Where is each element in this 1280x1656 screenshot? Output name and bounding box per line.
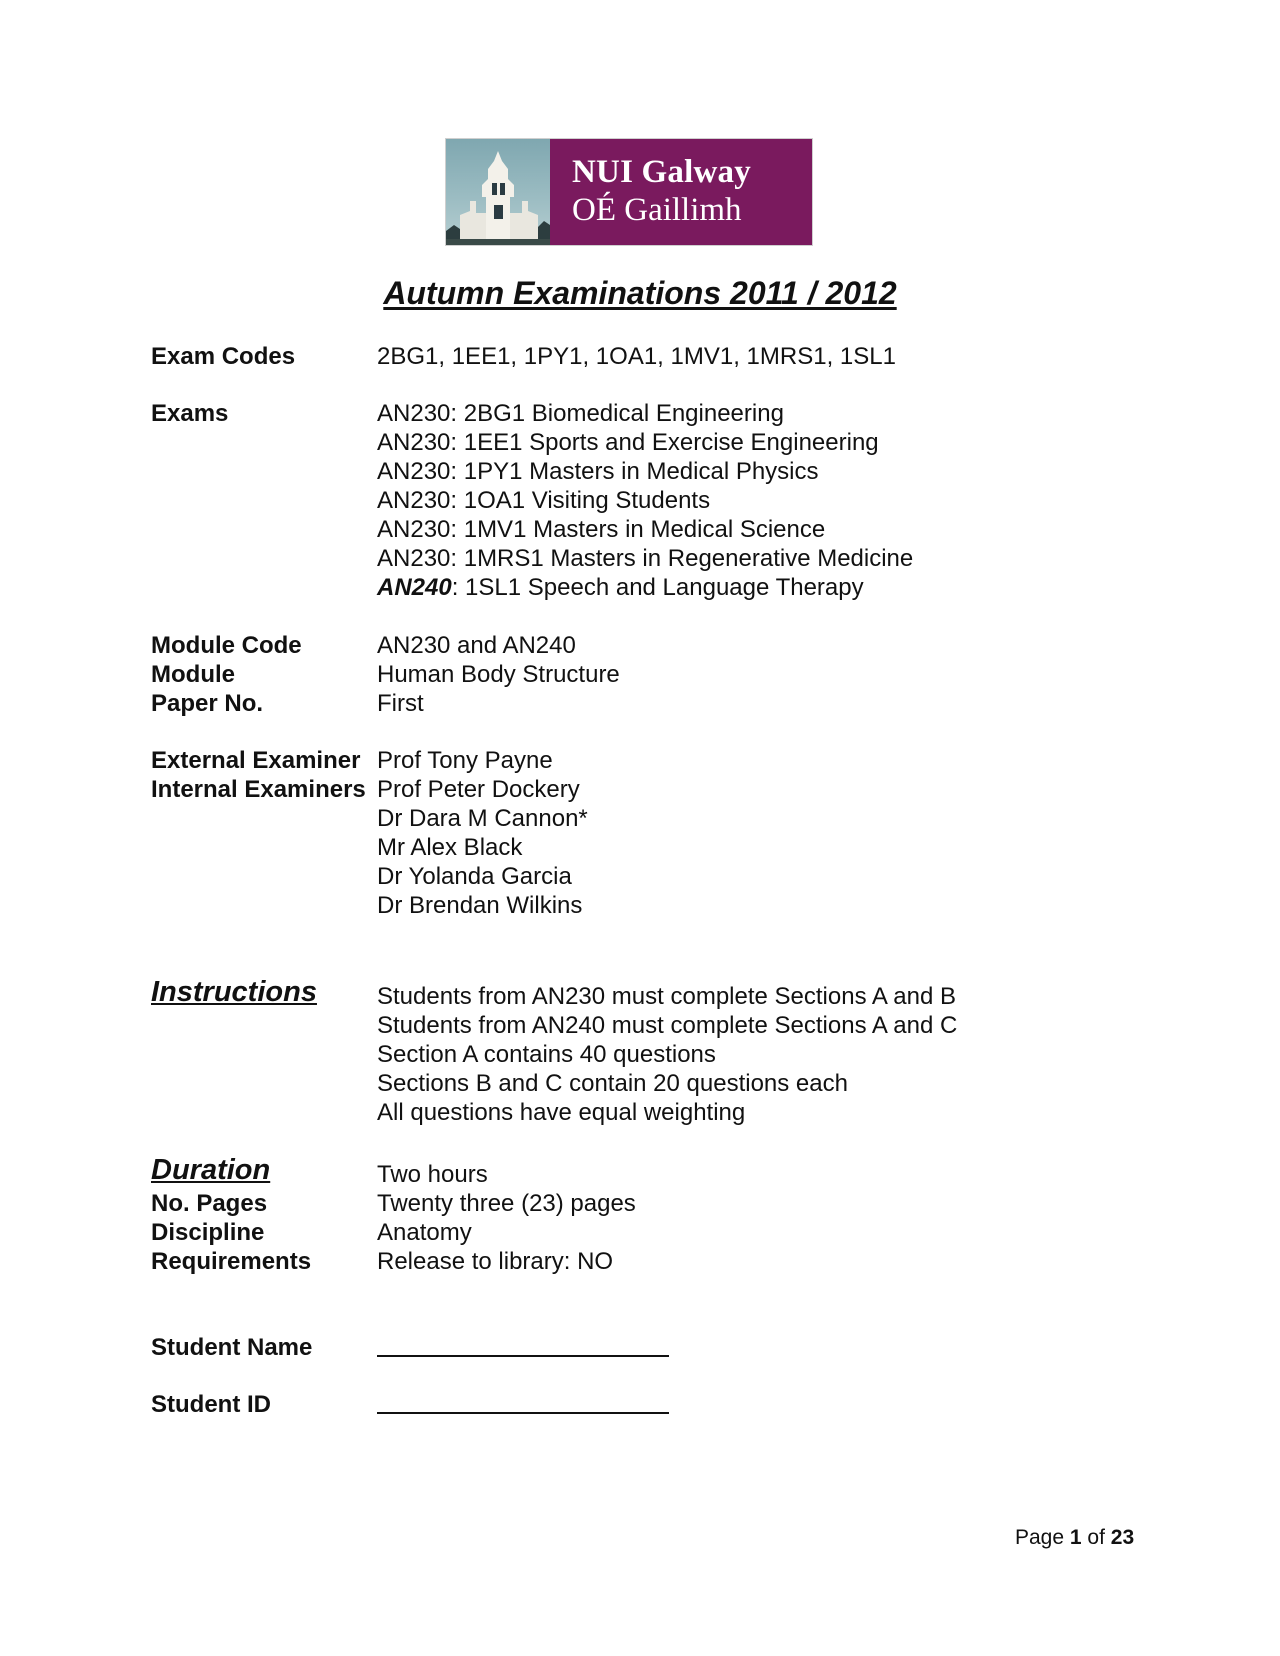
exam-item: AN230: 1PY1 Masters in Medical Physics (377, 458, 819, 485)
exam-item: AN230: 1OA1 Visiting Students (377, 487, 711, 514)
requirements-value: Release to library: NO (377, 1248, 614, 1275)
examiner-item: Prof Peter Dockery (377, 776, 580, 803)
module-code-label: Module Code (151, 632, 302, 659)
exam-codes-label: Exam Codes (151, 343, 296, 370)
page-number-total: 23 (1110, 1526, 1135, 1549)
university-logo (446, 139, 812, 245)
no-pages-label: No. Pages (151, 1190, 268, 1217)
instruction-item: Sections B and C contain 20 questions each (377, 1070, 848, 1097)
student-name-label: Student Name (151, 1334, 313, 1361)
instruction-item: All questions have equal weighting (377, 1099, 746, 1126)
instructions-label: Instructions (151, 976, 317, 1008)
logo-line-2: OÉ Gaillimh (572, 192, 742, 228)
module-value: Human Body Structure (377, 661, 620, 688)
quadrangle-tower-icon (446, 139, 550, 245)
instructions-list (377, 982, 957, 1127)
page-number (1015, 1526, 1134, 1550)
module-label: Module (151, 661, 235, 688)
examiner-item: Dr Yolanda Garcia (377, 863, 572, 890)
exam-item: AN230: 2BG1 Biomedical Engineering (377, 400, 784, 427)
logo-line-1: NUI Galway (572, 154, 751, 191)
discipline-label: Discipline (151, 1219, 265, 1246)
examiner-item: Dr Dara M Cannon* (377, 805, 588, 832)
exams-list (377, 399, 913, 602)
requirements-label: Requirements (151, 1248, 312, 1275)
exams-label: Exams (151, 400, 229, 427)
duration-label: Duration (151, 1154, 271, 1186)
page-title: Autumn Examinations 2011 / 2012 (383, 275, 897, 311)
exam-item-rest: : 1SL1 Speech and Language Therapy (451, 574, 864, 601)
page-number-middle: of (1081, 1526, 1111, 1549)
instruction-item: Students from AN240 must complete Sections A and C (377, 1012, 958, 1039)
external-examiner-label: External Examiner (151, 747, 361, 774)
module-code-value: AN230 and AN240 (377, 632, 576, 659)
exam-item: AN230: 1MV1 Masters in Medical Science (377, 516, 826, 543)
no-pages-value: Twenty three (23) pages (377, 1190, 636, 1217)
exam-item: AN230: 1MRS1 Masters in Regenerative Medicine (377, 545, 914, 572)
paper-no-label: Paper No. (151, 690, 264, 717)
discipline-value: Anatomy (377, 1219, 472, 1246)
exam-item (377, 573, 913, 602)
exam-item: AN230: 1EE1 Sports and Exercise Engineering (377, 429, 879, 456)
instruction-item: Students from AN230 must complete Sections A and B (377, 983, 956, 1010)
logo-wordmark (550, 139, 812, 245)
exam-item-code: AN240 (377, 574, 452, 601)
instruction-item: Section A contains 40 questions (377, 1041, 716, 1068)
internal-examiners-label: Internal Examiners (151, 776, 366, 803)
external-examiner-value: Prof Tony Payne (377, 747, 553, 774)
student-id-line-wrap (377, 1390, 669, 1421)
page-number-prefix: Page (1015, 1526, 1070, 1549)
examiner-item: Dr Brendan Wilkins (377, 892, 583, 919)
exam-codes-value: 2BG1, 1EE1, 1PY1, 1OA1, 1MV1, 1MRS1, 1SL1 (377, 343, 896, 370)
examiner-item: Mr Alex Black (377, 834, 523, 861)
student-name-field[interactable] (377, 1333, 669, 1357)
student-id-field[interactable] (377, 1390, 669, 1414)
student-name-line-wrap (377, 1333, 669, 1364)
internal-examiners-list (377, 775, 588, 920)
duration-value: Two hours (377, 1161, 488, 1188)
paper-no-value: First (377, 690, 424, 717)
page-number-current: 1 (1069, 1526, 1082, 1549)
student-id-label: Student ID (151, 1391, 271, 1418)
